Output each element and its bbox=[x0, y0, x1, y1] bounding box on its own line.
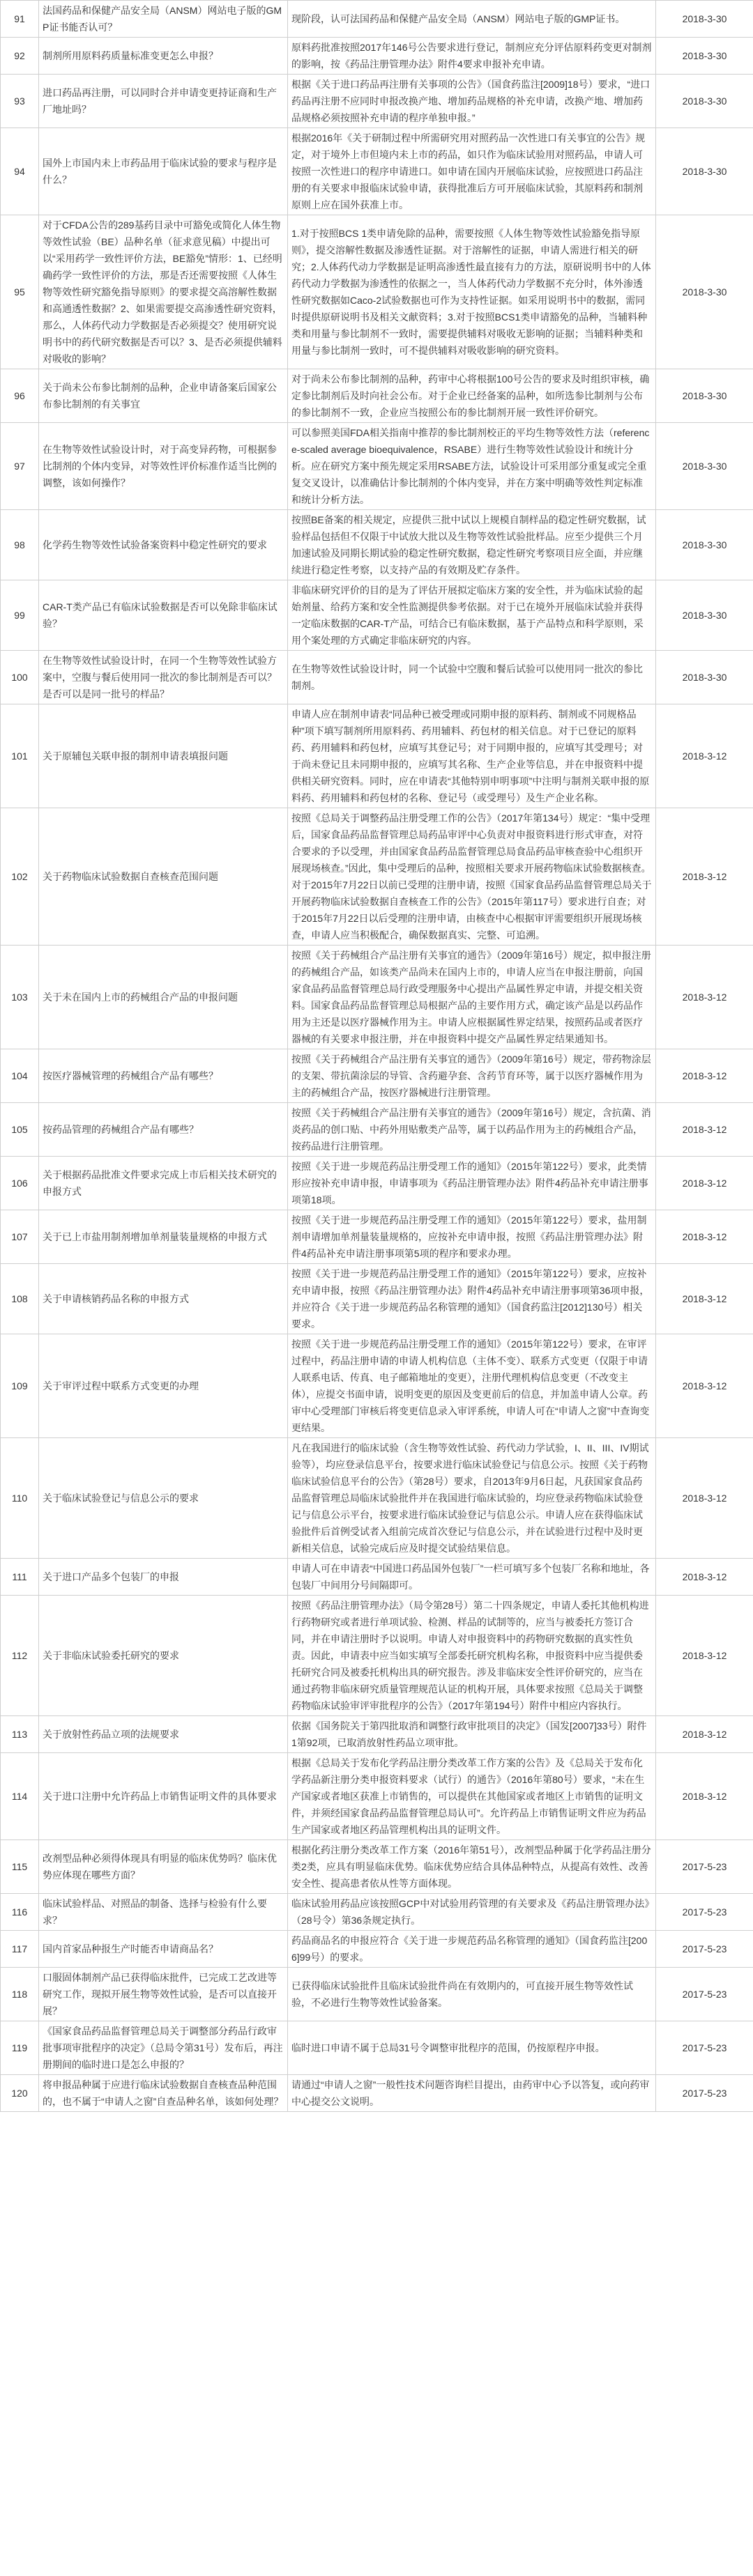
row-number: 116 bbox=[1, 1894, 39, 1931]
answer-cell: 在生物等效性试验设计时，同一个试验中空腹和餐后试验可以使用同一批次的参比制剂。 bbox=[288, 651, 656, 704]
row-number: 106 bbox=[1, 1157, 39, 1210]
row-number: 115 bbox=[1, 1840, 39, 1894]
answer-cell: 按照《关于进一步规范药品注册受理工作的通知》（2015年第122号）要求，盐用制剂申请增加单剂量装量规格的，应按补充申请申报，按照《药品注册管理办法》附件4药品补充申请注册事项第5项的程序和要求办理。 bbox=[288, 1210, 656, 1264]
question-cell: 关于已上市盐用制剂增加单剂量装量规格的申报方式 bbox=[39, 1210, 288, 1264]
date-cell: 2017-5-23 bbox=[656, 2075, 753, 2112]
faq-row bbox=[1, 946, 753, 1049]
answer-cell: 按照《关于进一步规范药品注册受理工作的通知》（2015年第122号）要求，此类情形应按补充申请申报，申请事项为《药品注册管理办法》附件4药品补充申请注册事项第18项。 bbox=[288, 1157, 656, 1210]
faq-row bbox=[1, 1438, 753, 1559]
date-cell: 2018-3-12 bbox=[656, 1264, 753, 1334]
row-number: 105 bbox=[1, 1103, 39, 1157]
answer-cell: 凡在我国进行的临床试验（含生物等效性试验、药代动力学试验，I、II、III、IV期试验等），均应登录信息平台，按要求进行临床试验登记与信息公示。按照《关于药物临床试验信息平台的公告》（第28号）要求，自2013年9月6日起，凡获国家食品药品监督管理总局临床试验批件并在我国进行临床试验的，均应登录药物临床试验登记与信息公示平台，按要求进行临床试验登记与信息公示。申请人应在获得临床试验批件后首例受试者入组前完成首次登记与信息公示，并在试验进行过程中及时更新相关信息，试验完成后应及时提交试验结果信息。 bbox=[288, 1438, 656, 1559]
answer-cell: 申请人应在制剂申请表“同品种已被受理或同期申报的原料药、制剂或不同规格品种”项下填写制剂所用原料药、药用辅料、药包材的相关信息。对于已登记的原料药、药用辅料和药包材，应填写其登记号；对于同期申报的，应填写其受理号；对于尚未登记且未同期申报的，应填写其名称、生产企业等信息，并在申报资料中提供相关研究资料。同时，应在申请表“其他特别申明事项”中注明与制剂关联申报的原料药、药用辅料和药包材的名称、登记号（或受理号）及生产企业名称。 bbox=[288, 704, 656, 808]
date-cell: 2018-3-30 bbox=[656, 38, 753, 75]
faq-row bbox=[1, 2021, 753, 2075]
answer-cell: 非临床研究评价的目的是为了评估开展拟定临床方案的安全性，并为临床试验的起始剂量、给药方案和安全性监测提供参考依据。对于已在境外开展临床试验并获得一定临床数据的CAR-T产品，可结合已有临床数据，基于产品特点和科学原则，采用个案处理的方式确定非临床研究的内容。 bbox=[288, 580, 656, 651]
row-number: 101 bbox=[1, 704, 39, 808]
row-number: 110 bbox=[1, 1438, 39, 1559]
answer-cell: 临时进口申请不属于总局31号令调整审批程序的范围，仍按原程序申报。 bbox=[288, 2021, 656, 2075]
row-number: 112 bbox=[1, 1596, 39, 1716]
date-cell: 2018-3-30 bbox=[656, 75, 753, 128]
question-cell: 将申报品种属于应进行临床试验数据自查核查品种范围的，也不属于“申请人之窗”自查品种名单，该如何处理？ bbox=[39, 2075, 288, 2112]
date-cell: 2018-3-30 bbox=[656, 423, 753, 510]
date-cell: 2018-3-12 bbox=[656, 704, 753, 808]
faq-row bbox=[1, 1894, 753, 1931]
question-cell: 口服固体制剂产品已获得临床批件，已完成工艺改进等研究工作，现拟开展生物等效性试验，是否可以直接开展？ bbox=[39, 1968, 288, 2021]
row-number: 95 bbox=[1, 215, 39, 369]
date-cell: 2018-3-12 bbox=[656, 946, 753, 1049]
answer-cell: 对于尚未公布参比制剂的品种，药审中心将根据100号公告的要求及时组织审核，确定参比制剂后及时向社会公布。对于企业已经备案的品种，如所选参比制剂与公布的参比制剂不一致，企业应当按照公布的参比制剂开展一致性评价研究。 bbox=[288, 369, 656, 423]
date-cell: 2017-5-23 bbox=[656, 2021, 753, 2075]
faq-row bbox=[1, 1210, 753, 1264]
answer-cell: 按照《关于药械组合产品注册有关事宜的通告》（2009年第16号）规定，含抗菌、消炎药品的创口贴、中药外用贴敷类产品等，属于以药品作用为主的药械组合产品，按药品进行注册管理。 bbox=[288, 1103, 656, 1157]
faq-row bbox=[1, 510, 753, 580]
answer-cell: 已获得临床试验批件且临床试验批件尚在有效期内的，可直接开展生物等效性试验，不必进行生物等效性试验备案。 bbox=[288, 1968, 656, 2021]
faq-row bbox=[1, 128, 753, 215]
row-number: 120 bbox=[1, 2075, 39, 2112]
answer-cell: 可以参照美国FDA相关指南中推荐的参比制剂校正的平均生物等效性方法（reference-scaled average bioequivalence，RSABE）进行生物等效性试验设计和统计分析。应在研究方案中预先规定采用RSABE方法，试验设计可采用部分重复或完全重复交叉设计，以准确估计参比制剂的个体内变异，并在方案中明确等效性判定标准和统计分析方法。 bbox=[288, 423, 656, 510]
row-number: 113 bbox=[1, 1716, 39, 1753]
row-number: 117 bbox=[1, 1931, 39, 1968]
row-number: 98 bbox=[1, 510, 39, 580]
answer-cell: 根据《总局关于发布化学药品注册分类改革工作方案的公告》及《总局关于发布化学药品新注册分类申报资料要求（试行）的通告》（2016年第80号）要求，“未在生产国家或者地区获准上市销售的，可以提供在其他国家或者地区上市销售的证明文件，并须经国家食品药品监督管理总局认可”。允许药品上市销售证明文件应为药品生产国家或者地区药品管理机构出具的证明文件。 bbox=[288, 1753, 656, 1840]
date-cell: 2018-3-12 bbox=[656, 1157, 753, 1210]
faq-row bbox=[1, 423, 753, 510]
answer-cell: 现阶段，认可法国药品和保健产品安全局（ANSM）网站电子版的GMP证书。 bbox=[288, 1, 656, 38]
question-cell: 在生物等效性试验设计时，对于高变异药物，可根据参比制剂的个体内变异，对等效性评价标准作适当比例的调整，该如何操作？ bbox=[39, 423, 288, 510]
date-cell: 2018-3-30 bbox=[656, 1, 753, 38]
faq-row bbox=[1, 369, 753, 423]
question-cell: 按药品管理的药械组合产品有哪些？ bbox=[39, 1103, 288, 1157]
answer-cell: 按照《关于药械组合产品注册有关事宜的通告》（2009年第16号）规定，带药物涂层的支架、带抗菌涂层的导管、含药避孕套、含药节育环等，属于以医疗器械作用为主的药械组合产品，按医疗器械进行注册管理。 bbox=[288, 1049, 656, 1103]
faq-row bbox=[1, 75, 753, 128]
row-number: 100 bbox=[1, 651, 39, 704]
row-number: 102 bbox=[1, 808, 39, 946]
date-cell: 2018-3-12 bbox=[656, 1103, 753, 1157]
row-number: 111 bbox=[1, 1559, 39, 1596]
answer-cell: 药品商品名的申报应符合《关于进一步规范药品名称管理的通知》（国食药监注[2006]99号）的要求。 bbox=[288, 1931, 656, 1968]
date-cell: 2018-3-12 bbox=[656, 1753, 753, 1840]
faq-row bbox=[1, 1596, 753, 1716]
question-cell: 关于根据药品批准文件要求完成上市后相关技术研究的申报方式 bbox=[39, 1157, 288, 1210]
faq-row bbox=[1, 1716, 753, 1753]
date-cell: 2018-3-30 bbox=[656, 369, 753, 423]
faq-row bbox=[1, 1559, 753, 1596]
row-number: 96 bbox=[1, 369, 39, 423]
date-cell: 2018-3-30 bbox=[656, 580, 753, 651]
date-cell: 2017-5-23 bbox=[656, 1894, 753, 1931]
faq-row bbox=[1, 808, 753, 946]
faq-row bbox=[1, 38, 753, 75]
faq-row bbox=[1, 2075, 753, 2112]
question-cell: 关于原辅包关联申报的制剂申请表填报问题 bbox=[39, 704, 288, 808]
question-cell: 关于尚未公布参比制剂的品种，企业申请备案后国家公布参比制剂的有关事宜 bbox=[39, 369, 288, 423]
question-cell: 《国家食品药品监督管理总局关于调整部分药品行政审批事项审批程序的决定》（总局令第31号）发布后，再注册期间的临时进口是怎么申报的？ bbox=[39, 2021, 288, 2075]
faq-row bbox=[1, 1840, 753, 1894]
date-cell: 2018-3-12 bbox=[656, 808, 753, 946]
question-cell: 关于申请核销药品名称的申报方式 bbox=[39, 1264, 288, 1334]
question-cell: 制剂所用原料药质量标准变更怎么申报？ bbox=[39, 38, 288, 75]
faq-row bbox=[1, 215, 753, 369]
faq-row bbox=[1, 1264, 753, 1334]
date-cell: 2018-3-12 bbox=[656, 1210, 753, 1264]
faq-row bbox=[1, 1931, 753, 1968]
faq-row bbox=[1, 1753, 753, 1840]
date-cell: 2017-5-23 bbox=[656, 1931, 753, 1968]
faq-row bbox=[1, 1049, 753, 1103]
answer-cell: 依据《国务院关于第四批取消和调整行政审批项目的决定》（国发[2007]33号）附件1第92项，已取消放射性药品立项审批。 bbox=[288, 1716, 656, 1753]
row-number: 107 bbox=[1, 1210, 39, 1264]
date-cell: 2018-3-12 bbox=[656, 1334, 753, 1438]
answer-cell: 临床试验用药品应该按照GCP中对试验用药管理的有关要求及《药品注册管理办法》（28号令）第36条规定执行。 bbox=[288, 1894, 656, 1931]
row-number: 108 bbox=[1, 1264, 39, 1334]
question-cell: 关于审评过程中联系方式变更的办理 bbox=[39, 1334, 288, 1438]
date-cell: 2018-3-30 bbox=[656, 128, 753, 215]
answer-cell: 根据2016年《关于研制过程中所需研究用对照药品一次性进口有关事宜的公告》规定，对于境外上市但境内未上市的药品，如只作为临床试验用对照药品，申请人可按照一次性进口的程序申请进口。如申请在国内开展临床试验，应按照进口药品注册的有关要求申报临床试验申请，获得批准后方可开展临床试验，其原料药和制剂原则上应在国外获准上市。 bbox=[288, 128, 656, 215]
date-cell: 2018-3-30 bbox=[656, 510, 753, 580]
date-cell: 2018-3-30 bbox=[656, 651, 753, 704]
question-cell: 关于未在国内上市的药械组合产品的申报问题 bbox=[39, 946, 288, 1049]
date-cell: 2018-3-12 bbox=[656, 1596, 753, 1716]
row-number: 93 bbox=[1, 75, 39, 128]
faq-row bbox=[1, 1, 753, 38]
faq-row bbox=[1, 1157, 753, 1210]
row-number: 91 bbox=[1, 1, 39, 38]
answer-cell: 请通过“申请人之窗”一般性技术问题咨询栏目提出，由药审中心予以答复，或向药审中心提交公文说明。 bbox=[288, 2075, 656, 2112]
row-number: 103 bbox=[1, 946, 39, 1049]
question-cell: 关于进口注册中允许药品上市销售证明文件的具体要求 bbox=[39, 1753, 288, 1840]
answer-cell: 申请人可在申请表“中国进口药品国外包装厂”一栏可填写多个包装厂名称和地址，各包装厂中间用分号间隔即可。 bbox=[288, 1559, 656, 1596]
row-number: 119 bbox=[1, 2021, 39, 2075]
row-number: 118 bbox=[1, 1968, 39, 2021]
faq-row bbox=[1, 651, 753, 704]
date-cell: 2018-3-12 bbox=[656, 1438, 753, 1559]
date-cell: 2018-3-30 bbox=[656, 215, 753, 369]
answer-cell: 原料药批准按照2017年146号公告要求进行登记，制剂应充分评估原料药变更对制剂的影响，按《药品注册管理办法》附件4要求申报补充申请。 bbox=[288, 38, 656, 75]
answer-cell: 按照《药品注册管理办法》（局令第28号）第二十四条规定，申请人委托其他机构进行药物研究或者进行单项试验、检测、样品的试制等的，应当与被委托方签订合同，并在申请注册时予以说明。申请人对申报资料中的药物研究数据的真实性负责。因此，申请表中应当如实填写全部委托研究机构名称，申报资料中应当提供委托研究合同及被委托机构出具的研究报告。涉及非临床安全性评价研究的，应当在通过药物非临床研究质量管理规范认证的机构开展，具体要求按照《总局关于调整药物临床试验审评审批程序的公告》（2017年第194号）附件中相应内容执行。 bbox=[288, 1596, 656, 1716]
answer-cell: 按照《关于药械组合产品注册有关事宜的通告》（2009年第16号）规定，拟申报注册的药械组合产品，如该类产品尚未在国内上市的，申请人应当在申报注册前，向国家食品药品监督管理总局行政受理服务中心提出产品属性界定申请，并提交相关资料。国家食品药品监督管理总局根据产品的主要作用方式，确定该产品是以药品作用为主还是以医疗器械作用为主。申请人应根据属性界定结果，按照药品或者医疗器械的有关要求申报注册，并在申报资料中提交产品属性界定结果通知书。 bbox=[288, 946, 656, 1049]
row-number: 97 bbox=[1, 423, 39, 510]
faq-row bbox=[1, 580, 753, 651]
question-cell: 关于药物临床试验数据自查核查范围问题 bbox=[39, 808, 288, 946]
question-cell: 按医疗器械管理的药械组合产品有哪些？ bbox=[39, 1049, 288, 1103]
answer-cell: 根据《关于进口药品再注册有关事项的公告》（国食药监注[2009]18号）要求，“进口药品再注册不应同时申报改换产地、增加药品规格的补充申请，改换产地、增加药品规格必须按照补充申请的程序单独申报。” bbox=[288, 75, 656, 128]
question-cell: 在生物等效性试验设计时，在同一个生物等效性试验方案中，空腹与餐后使用同一批次的参比制剂是否可以？是否可以是同一批号的样品？ bbox=[39, 651, 288, 704]
answer-cell: 按照《关于进一步规范药品注册受理工作的通知》（2015年第122号）要求，在审评过程中，药品注册申请的申请人机构信息（主体不变）、联系方式变更（仅限于申请人联系电话、传真、电子邮箱地址的变更），注册代理机构信息变更（不改变主体），应提交书面申请，说明变更的原因及变更前后的信息，并加盖申请人公章。药审中心受理部门审核后将变更信息录入审评系统，申请人可在“申请人之窗”中查询变更结果。 bbox=[288, 1334, 656, 1438]
question-cell: CAR-T类产品已有临床试验数据是否可以免除非临床试验？ bbox=[39, 580, 288, 651]
faq-row bbox=[1, 1968, 753, 2021]
date-cell: 2017-5-23 bbox=[656, 1840, 753, 1894]
answer-cell: 根据化药注册分类改革工作方案（2016年第51号），改剂型品种属于化学药品注册分类2类，应具有明显临床优势。临床优势应结合具体品种特点，从提高有效性、改善安全性、提高患者依从性等方面体现。 bbox=[288, 1840, 656, 1894]
row-number: 104 bbox=[1, 1049, 39, 1103]
answer-cell: 按照BE备案的相关规定，应提供三批中试以上规模自制样品的稳定性研究数据，试验样品包括但不仅限于中试放大批以及生物等效性试验批样品。应至少提供三个月加速试验及同期长期试验的稳定性研究数据，稳定性研究考察项目应全面，并应继续进行稳定性考察，以支持产品的有效期及贮存条件。 bbox=[288, 510, 656, 580]
answer-cell: 1.对于按照BCS 1类申请免除的品种，需要按照《人体生物等效性试验豁免指导原则》，提交溶解性数据及渗透性证据。对于溶解性的证据，申请人需进行相关的研究；2.人体药代动力学数据是证明高渗透性最直接有力的方法，原研说明书中的人体药代动力学数据为渗透性的依据之一，当人体药代动力学数据不充分时，体外渗透性研究数据如Caco-2试验数据也可作为支持性证据。如采用说明书中的数据，需同时提供原研说明书及相关文献资料；3.对于按照BCS1类申请豁免的品种，当辅料种类和用量与参比制剂不一致时，需要提供辅料对吸收无影响的证据；当辅料种类和用量与参比制剂一致时，可不提供辅料对吸收影响的研究资料。 bbox=[288, 215, 656, 369]
question-cell: 化学药生物等效性试验备案资料中稳定性研究的要求 bbox=[39, 510, 288, 580]
row-number: 114 bbox=[1, 1753, 39, 1840]
question-cell: 对于CFDA公告的289基药目录中可豁免或简化人体生物等效性试验（BE）品种名单（征求意见稿）中提出可以“采用药学一致性评价方法，BE豁免”情形：1、已经明确药学一致性评价的方法，那是否还需要按照《人体生物等效性研究豁免指导原则》的要求提交高溶解性数据和高通透性数据？2、如果需要提交高渗透性研究资料，那么，人体药代动力学数据是否必须提交？使用研究说明书中的药代研究数据是否可以？3、是否必须提供辅料对吸收的影响？ bbox=[39, 215, 288, 369]
row-number: 109 bbox=[1, 1334, 39, 1438]
faq-row bbox=[1, 1103, 753, 1157]
row-number: 94 bbox=[1, 128, 39, 215]
question-cell: 关于放射性药品立项的法规要求 bbox=[39, 1716, 288, 1753]
row-number: 92 bbox=[1, 38, 39, 75]
question-cell: 关于临床试验登记与信息公示的要求 bbox=[39, 1438, 288, 1559]
question-cell: 改剂型品种必须得体现具有明显的临床优势吗？临床优势应体现在哪些方面？ bbox=[39, 1840, 288, 1894]
faq-table-body bbox=[1, 1, 753, 2112]
question-cell: 临床试验样品、对照品的制备、选择与检验有什么要求？ bbox=[39, 1894, 288, 1931]
question-cell: 国外上市国内未上市药品用于临床试验的要求与程序是什么？ bbox=[39, 128, 288, 215]
row-number: 99 bbox=[1, 580, 39, 651]
question-cell: 进口药品再注册，可以同时合并申请变更持证商和生产厂地址吗？ bbox=[39, 75, 288, 128]
question-cell: 关于进口产品多个包装厂的申报 bbox=[39, 1559, 288, 1596]
faq-row bbox=[1, 1334, 753, 1438]
date-cell: 2018-3-12 bbox=[656, 1049, 753, 1103]
question-cell: 法国药品和保健产品安全局（ANSM）网站电子版的GMP证书能否认可？ bbox=[39, 1, 288, 38]
faq-row bbox=[1, 704, 753, 808]
question-cell: 关于非临床试验委托研究的要求 bbox=[39, 1596, 288, 1716]
date-cell: 2018-3-12 bbox=[656, 1716, 753, 1753]
question-cell: 国内首家品种报生产时能否申请商品名？ bbox=[39, 1931, 288, 1968]
answer-cell: 按照《关于进一步规范药品注册受理工作的通知》（2015年第122号）要求，应按补充申请申报，按照《药品注册管理办法》附件4药品补充申请注册事项第36项申报，并应符合《关于进一步规范药品名称管理的通知》（国食药监注[2012]130号）相关要求。 bbox=[288, 1264, 656, 1334]
date-cell: 2017-5-23 bbox=[656, 1968, 753, 2021]
date-cell: 2018-3-12 bbox=[656, 1559, 753, 1596]
answer-cell: 按照《总局关于调整药品注册受理工作的公告》（2017年第134号）规定：“集中受理后，国家食品药品监督管理总局药品审评中心负责对申报资料进行形式审查，对符合要求的予以受理，并由国家食品药品监督管理总局食品药品审核查验中心组织开展现场核查。”因此，集中受理后的品种，按照相关要求开展药物临床试验数据核查。对于2015年7月22日以前已受理的注册申请，按照《国家食品药品监督管理总局关于开展药物临床试验数据自查核查工作的公告》（2015年第117号）要求进行自查；对于2015年7月22日以后受理的注册申请，由核查中心根据审评需要组织开展现场核查，申请人应当积极配合，确保数据真实、完整、可追溯。 bbox=[288, 808, 656, 946]
